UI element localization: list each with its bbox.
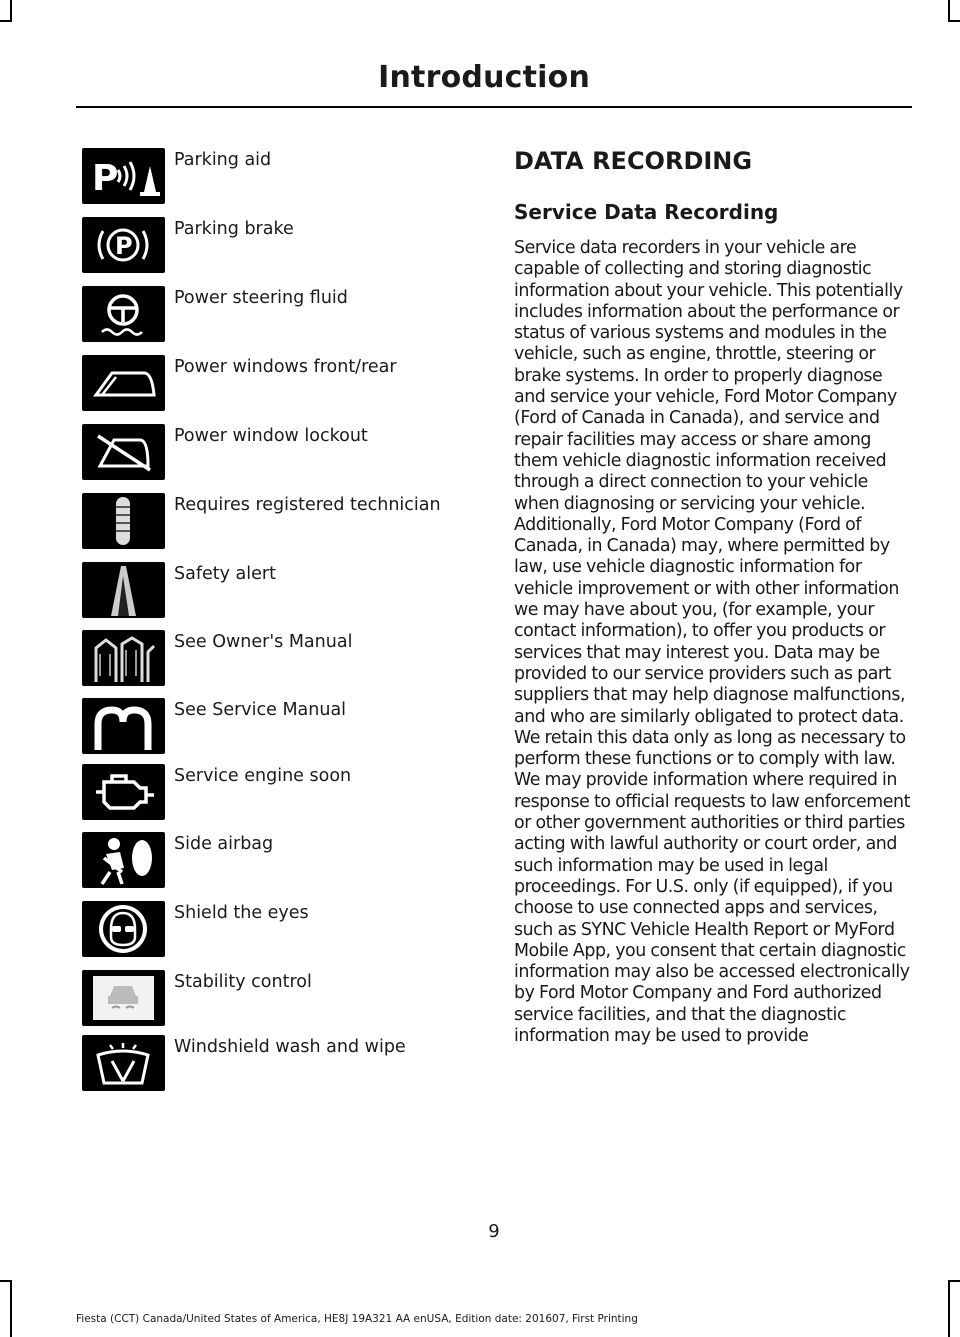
symbol-row-service-manual <box>82 698 482 756</box>
windshield-wash-icon <box>82 1035 165 1091</box>
symbol-row-stability-control <box>82 970 482 1028</box>
symbol-label: See Owner's Manual <box>174 632 353 652</box>
crop-mark <box>0 20 12 22</box>
owners-manual-icon <box>82 630 165 686</box>
symbol-row-parking-aid <box>82 148 482 206</box>
safety-alert-icon <box>82 562 165 618</box>
sub-heading: Service Data Recording <box>514 200 779 224</box>
crop-mark <box>10 1280 12 1337</box>
symbol-label: Power windows front/rear <box>174 357 397 377</box>
symbol-label: Power window lockout <box>174 426 368 446</box>
symbol-label: Requires registered technician <box>174 495 441 515</box>
crop-mark <box>948 0 950 20</box>
data-recording-section <box>514 144 910 1047</box>
body-paragraph: Service data recorders in your vehicle are capable of collecting and storing diagnostic information about your vehicle. This potentially includes information about the performance or status of various systems and modules in the vehicle, such as engine, throttle, steering or brake systems. In order to properly diagnose and service your vehicle, Ford Motor Company (Ford of Canada in Canada), and service and repair facilities may access or share among them vehicle diagnostic information received through a direct connection to your vehicle when diagnosing or servicing your vehicle. Additionally, Ford Motor Company (Ford of Canada, in Canada) may, where permitted by law, use vehicle diagnostic information for vehicle improvement or with other information we may have about you, (for example, your contact information), to offer you products or services that may interest you. Data may be provided to our service providers such as part suppliers that may help diagnose malfunctions, and who are similarly obligated to protect data. We retain this data only as long as necessary to perform these functions or to comply with law. We may provide information where required in response to official requests to law enforcement or other government authorities or third parties acting with lawful authority or court order, and such information may be used in legal proceedings. For U.S. only (if equipped), if you choose to use connected apps and services, such as SYNC Vehicle Health Report or MyFord Mobile App, you consent that certain diagnostic information may also be accessed electronically by Ford Motor Company and Ford authorized service facilities, and that the diagnostic information may be used to provide <box>514 238 910 1046</box>
power-windows-icon <box>82 355 165 411</box>
parking-aid-icon <box>82 148 165 204</box>
crop-mark <box>948 1280 960 1282</box>
parking-brake-icon <box>82 217 165 273</box>
shield-eyes-icon <box>82 901 165 957</box>
power-steering-fluid-icon <box>82 286 165 342</box>
symbol-label: Parking brake <box>174 219 294 239</box>
symbol-row-shield-eyes <box>82 901 482 959</box>
engine-icon <box>82 764 165 820</box>
symbol-row-parking-brake <box>82 217 482 275</box>
symbol-row-owners-manual <box>82 630 482 688</box>
svg-text:P: P <box>92 158 119 199</box>
page-title: Introduction <box>378 60 590 95</box>
symbol-label: Power steering fluid <box>174 288 348 308</box>
symbol-row-power-window-lockout <box>82 424 482 482</box>
footer-text: Fiesta (CCT) Canada/United States of America, HE8J 19A321 AA enUSA, Edition date: 201607, First Printing <box>76 1313 638 1325</box>
crop-mark <box>0 1280 12 1282</box>
side-airbag-icon <box>82 832 165 888</box>
crop-mark <box>10 0 12 20</box>
window-lockout-icon <box>82 424 165 480</box>
symbol-label: Parking aid <box>174 150 272 170</box>
symbol-label: Service engine soon <box>174 766 352 786</box>
symbol-label: See Service Manual <box>174 700 347 720</box>
section-heading: DATA RECORDING <box>514 147 753 175</box>
symbol-label: Windshield wash and wipe <box>174 1037 406 1057</box>
symbol-row-power-windows <box>82 355 482 413</box>
symbol-row-service-engine-soon <box>82 764 482 822</box>
service-manual-icon <box>82 698 165 754</box>
symbol-row-power-steering-fluid <box>82 286 482 344</box>
header-rule <box>76 106 912 108</box>
symbol-label: Safety alert <box>174 564 276 584</box>
symbol-row-windshield-wash <box>82 1035 482 1093</box>
stability-control-icon <box>82 970 165 1026</box>
crop-mark <box>948 1280 950 1337</box>
symbol-label: Stability control <box>174 972 312 992</box>
registered-technician-icon <box>82 493 165 549</box>
svg-text:P: P <box>115 232 133 260</box>
symbol-row-registered-technician <box>82 493 482 551</box>
page-number: 9 <box>488 1221 500 1242</box>
symbol-label: Shield the eyes <box>174 903 309 923</box>
symbol-row-safety-alert <box>82 562 482 620</box>
symbol-label: Side airbag <box>174 834 274 854</box>
symbol-row-side-airbag <box>82 832 482 890</box>
crop-mark <box>948 20 960 22</box>
